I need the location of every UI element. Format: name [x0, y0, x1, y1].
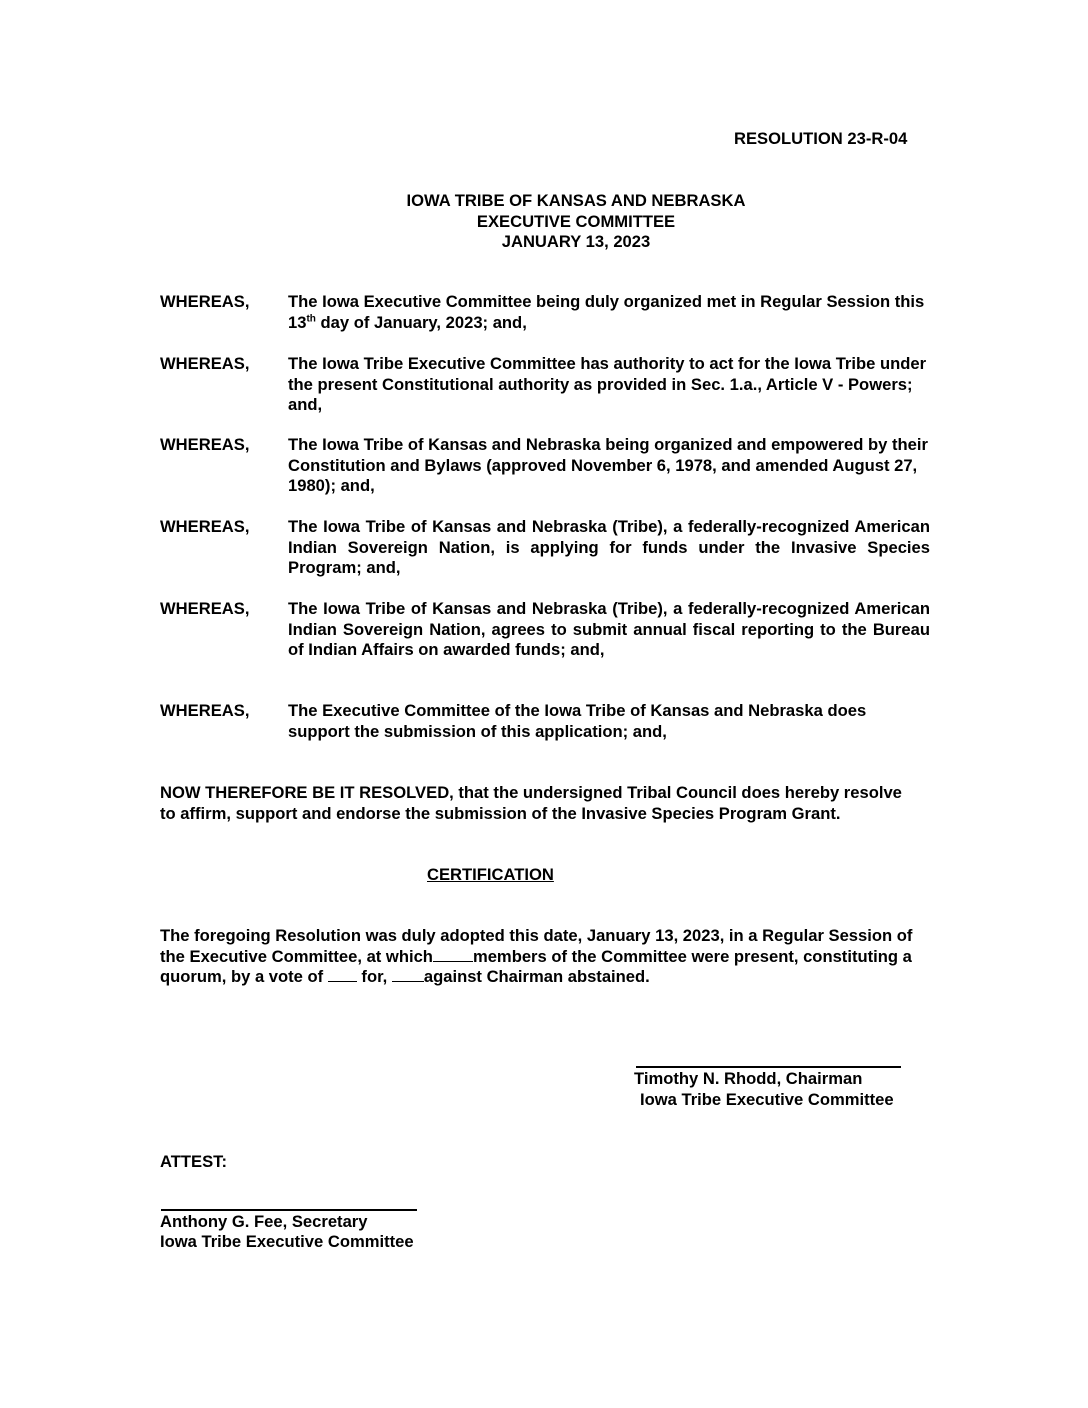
resolved-clause: NOW THEREFORE BE IT RESOLVED, that the undersigned Tribal Council does hereby resolve to affirm, support and endorse the submission of the Invasive Species Program Grant.	[160, 783, 902, 823]
header-tribe-name: IOWA TRIBE OF KANSAS AND NEBRASKA	[406, 191, 746, 210]
chairman-signature-line	[636, 1066, 901, 1068]
whereas-text: The Iowa Tribe of Kansas and Nebraska being organized and empowered by their Constitution and Bylaws (approved November 6, 1978, and amended August 27, 1980); and,	[288, 435, 928, 495]
whereas-text: The Iowa Tribe of Kansas and Nebraska (Tribe), a federally-recognized American Indian Sovereign Nation, agrees to submit annual fiscal reporting to the Bureau of Indian Affairs on awarded funds; and,	[288, 599, 930, 659]
attest-label: ATTEST:	[160, 1152, 227, 1171]
whereas-clause	[160, 517, 930, 579]
chairman-name: Timothy N. Rhodd, Chairman	[634, 1069, 863, 1088]
whereas-clause	[160, 292, 930, 333]
members-count-blank	[433, 947, 473, 962]
chairman-org: Iowa Tribe Executive Committee	[640, 1090, 894, 1109]
whereas-label: WHEREAS,	[160, 701, 250, 720]
whereas-clause	[160, 435, 930, 497]
whereas-label: WHEREAS,	[160, 435, 250, 454]
whereas-label: WHEREAS,	[160, 599, 250, 618]
secretary-name: Anthony G. Fee, Secretary	[160, 1212, 368, 1231]
header-committee: EXECUTIVE COMMITTEE	[476, 211, 676, 231]
votes-against-blank	[392, 967, 424, 982]
whereas-text: The Iowa Tribe Executive Committee has authority to act for the Iowa Tribe under the present Constitutional authority as provided in Sec. 1.a., Article V - Powers; and,	[288, 354, 927, 414]
whereas-label: WHEREAS,	[160, 517, 250, 536]
header-date: JANUARY 13, 2023	[501, 232, 651, 251]
secretary-signature-line	[161, 1209, 417, 1211]
document-header	[0, 191, 1088, 253]
whereas-text: The Executive Committee of the Iowa Tribe of Kansas and Nebraska does support the submission of this application; and,	[288, 701, 867, 741]
whereas-text: The Iowa Executive Committee being duly organized met in Regular Session this 13th day of January, 2023; and,	[288, 292, 925, 332]
whereas-label: WHEREAS,	[160, 292, 250, 311]
votes-for-blank	[328, 967, 357, 982]
certification-text: The foregoing Resolution was duly adopted this date, January 13, 2023, in a Regular Session of the Executive Committee, at which members of the Committee were present, constituting a quorum, by a vote of for, against Chairman abstained.	[160, 926, 913, 986]
whereas-label: WHEREAS,	[160, 354, 250, 373]
whereas-clause	[160, 701, 930, 742]
whereas-text: The Iowa Tribe of Kansas and Nebraska (Tribe), a federally-recognized American Indian Sovereign Nation, is applying for funds under the Invasive Species Program; and,	[288, 517, 930, 577]
resolution-number: RESOLUTION 23-R-04	[734, 129, 908, 148]
whereas-clause	[160, 354, 930, 416]
whereas-clause	[160, 599, 930, 661]
certification-title: CERTIFICATION	[427, 865, 554, 884]
secretary-org: Iowa Tribe Executive Committee	[160, 1232, 414, 1251]
